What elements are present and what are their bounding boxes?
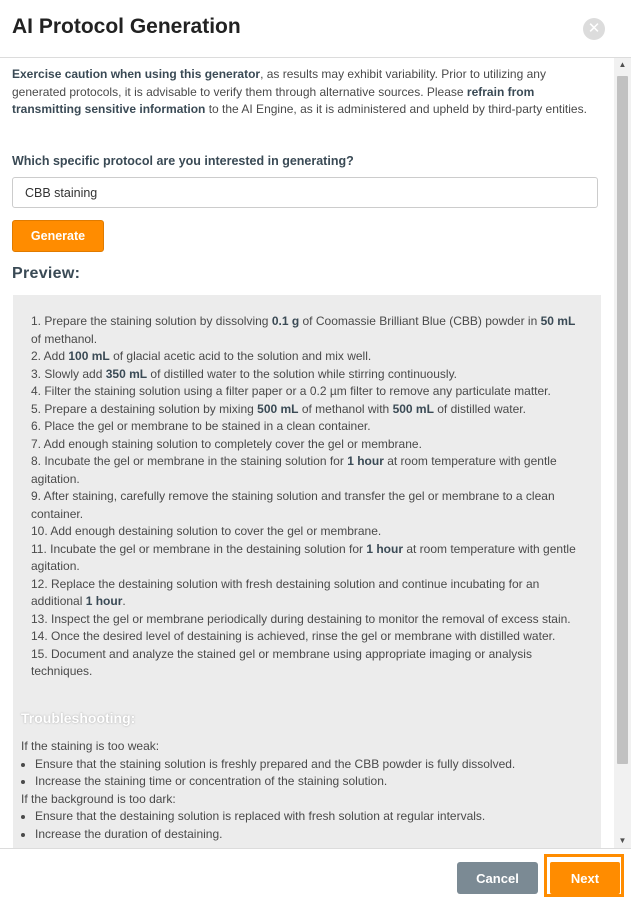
protocol-step (31, 383, 586, 401)
cancel-button[interactable]: Cancel (457, 862, 538, 894)
protocol-input[interactable] (12, 177, 598, 208)
step-text: 4. Filter the staining solution using a filter paper or a 0.2 µm filter to remove any particulate matter. (31, 384, 551, 398)
troubleshooting-list (21, 756, 581, 791)
step-text: of distilled water to the solution while stirring continuously. (147, 366, 458, 381)
protocol-step (31, 418, 586, 436)
protocol-step (31, 348, 586, 366)
step-text: 2. Add (31, 349, 69, 363)
step-quantity: 500 mL (392, 401, 434, 416)
step-text: of glacial acetic acid to the solution and mix well. (109, 349, 372, 363)
dialog-footer (0, 848, 631, 906)
scrollbar-thumb[interactable] (617, 76, 628, 764)
troubleshooting-condition: If the background is too dark: (21, 791, 176, 806)
step-text: 12. Replace the destaining solution with fresh destaining solution and continue incubating for an additional (31, 576, 540, 608)
troubleshooting-item: • Increase the duration of destaining. (35, 826, 581, 844)
protocol-question-label: Which specific protocol are you interested in generating? (12, 154, 354, 168)
protocol-step (31, 541, 586, 576)
dialog-body[interactable] (0, 58, 614, 848)
protocol-step (31, 453, 586, 488)
step-quantity: 1 hour (366, 541, 403, 556)
scroll-up-arrow-icon[interactable]: ▲ (618, 60, 627, 69)
troubleshooting-heading: Troubleshooting: (21, 710, 136, 726)
step-text: at room temperature with gentle agitation. (31, 541, 576, 573)
step-text: at room temperature with gentle agitation. (31, 454, 557, 486)
step-text: 10. Add enough destaining solution to cover the gel or membrane. (31, 524, 382, 538)
step-text: of Coomassie Brilliant Blue (CBB) powder in (299, 314, 541, 328)
troubleshooting-item: • Increase the staining time or concentration of the staining solution. (35, 773, 581, 791)
generate-button[interactable]: Generate (12, 220, 104, 252)
step-text: of methanol. (31, 331, 98, 346)
dialog-header (0, 0, 631, 58)
scroll-down-arrow-icon[interactable]: ▼ (618, 836, 627, 845)
step-text: 9. After staining, carefully remove the staining solution and transfer the gel or membrane to a clean container. (31, 489, 555, 521)
step-text: 13. Inspect the gel or membrane periodically during destaining to monitor the removal of excess stain. (31, 611, 571, 626)
preview-box (13, 295, 601, 848)
step-text: 11. Incubate the gel or membrane in the destaining solution for (31, 541, 367, 556)
step-text: 6. Place the gel or membrane to be stained in a clean container. (31, 419, 371, 433)
step-text: 3. Slowly add (31, 366, 106, 381)
warning-text-2: to the AI Engine, as it is administered and upheld by third-party entities. (205, 102, 587, 116)
step-quantity: 1 hour (347, 454, 384, 468)
step-quantity: 350 mL (105, 366, 148, 381)
next-button[interactable]: Next (550, 862, 620, 894)
step-quantity: 500 mL (257, 401, 299, 416)
troubleshooting-content (21, 738, 581, 843)
protocol-steps-list (31, 313, 586, 681)
step-quantity: 0.1 g (271, 314, 300, 328)
protocol-step (31, 401, 586, 419)
step-text: 7. Add enough staining solution to completely cover the gel or membrane. (31, 436, 422, 451)
warning-text (12, 66, 592, 119)
step-text: . (122, 594, 126, 608)
troubleshooting-item: • Ensure that the staining solution is freshly prepared and the CBB powder is fully dissolved. (35, 756, 581, 774)
warning-bold-sensitive: refrain from transmitting sensitive information (12, 84, 535, 116)
protocol-step (31, 611, 586, 629)
step-quantity: 50 mL (540, 314, 576, 328)
step-text: 5. Prepare a destaining solution by mixing (31, 401, 258, 416)
step-text: 1. Prepare the staining solution by dissolving (31, 314, 272, 328)
troubleshooting-condition: If the staining is too weak: (21, 739, 160, 753)
step-text: of distilled water. (433, 401, 526, 416)
vertical-scrollbar[interactable] (614, 58, 631, 848)
step-quantity: 100 mL (68, 349, 110, 363)
protocol-step (31, 366, 586, 384)
protocol-step (31, 488, 586, 523)
step-text: 15. Document and analyze the stained gel or membrane using appropriate imaging or analysis techniques. (31, 646, 532, 678)
troubleshooting-item: • Ensure that the destaining solution is replaced with fresh solution at regular intervals. (35, 808, 581, 826)
warning-text-1: , as results may exhibit variability. Prior to utilizing any generated protocols, it is advisable to verify them through alternative sources. Please (12, 67, 546, 99)
protocol-step (31, 436, 586, 454)
step-text: 8. Incubate the gel or membrane in the staining solution for (31, 454, 348, 468)
step-quantity: 1 hour (85, 594, 123, 608)
protocol-step (31, 523, 586, 541)
protocol-step (31, 628, 586, 646)
dialog-title: AI Protocol Generation (12, 15, 241, 38)
step-text: 14. Once the desired level of destaining is achieved, rinse the gel or membrane with distilled water. (31, 629, 556, 643)
preview-label: Preview: (12, 265, 81, 282)
close-icon[interactable]: ✕ (583, 18, 605, 40)
step-text: of methanol with (298, 401, 393, 416)
troubleshooting-list (21, 808, 581, 843)
protocol-step (31, 646, 586, 681)
protocol-step (31, 576, 586, 611)
warning-bold-caution: Exercise caution when using this generator (12, 67, 261, 81)
protocol-step (31, 313, 586, 348)
